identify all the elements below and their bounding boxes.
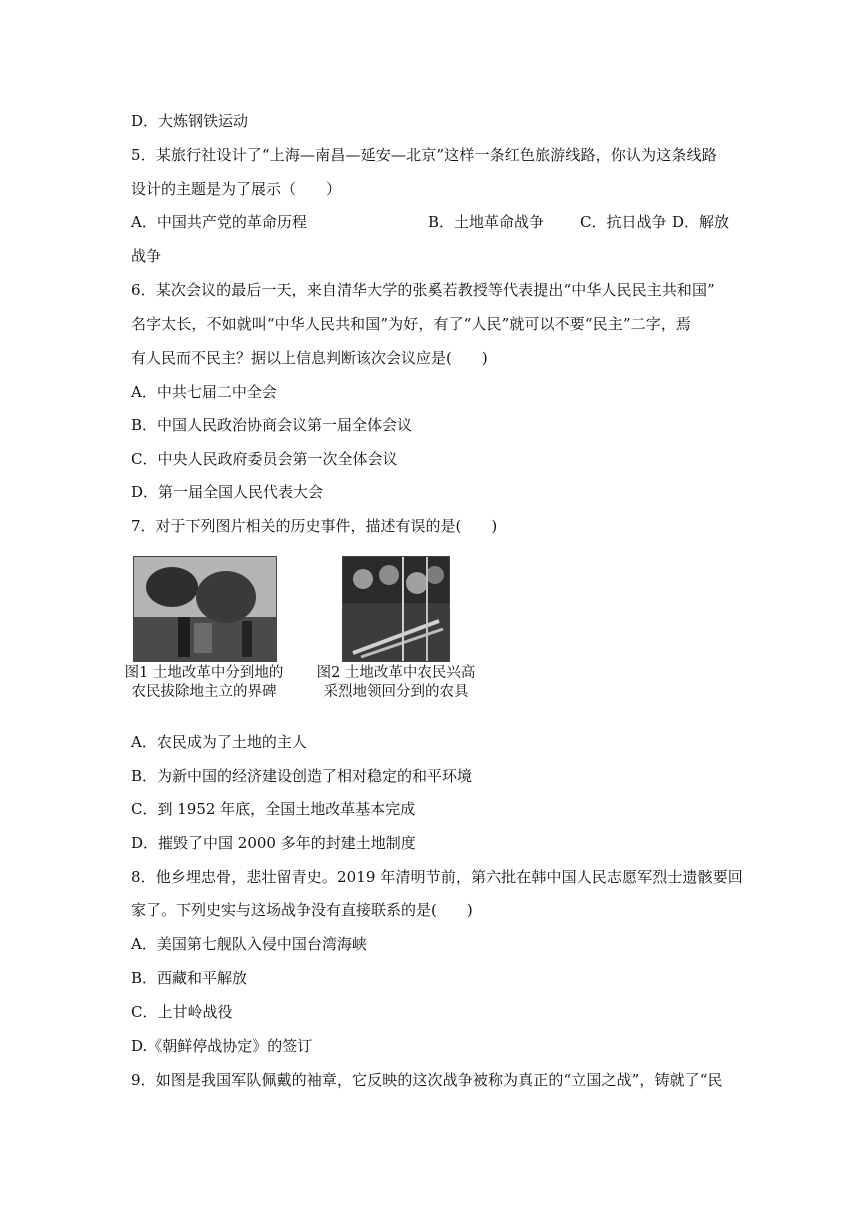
q5-option-c: C．抗日战争 xyxy=(580,213,667,231)
q7-option-b: B．为新中国的经济建设创造了相对稳定的和平环境 xyxy=(131,767,473,785)
figure1-photo xyxy=(133,556,277,662)
q5-stem-line1: 5．某旅行社设计了“上海—南昌—延安—北京”这样一条红色旅游线路，你认为这条线路 xyxy=(131,146,717,164)
q5-option-b: B．土地革命战争 xyxy=(428,213,545,231)
q6-option-b: B．中国人民政治协商会议第一届全体会议 xyxy=(131,416,413,434)
q5-option-d-cont: 战争 xyxy=(131,247,162,265)
q6-option-c: C．中央人民政府委员会第一次全体会议 xyxy=(131,450,398,468)
q8-option-a: A．美国第七舰队入侵中国台湾海峡 xyxy=(131,935,367,953)
figure1-caption: 图1 土地改革中分到地的农民拔除地主立的界碑 xyxy=(124,665,284,700)
q5-options-row xyxy=(131,212,731,232)
q8-option-d: D.《朝鲜停战协定》的签订 xyxy=(131,1037,313,1055)
q8-option-b: B．西藏和平解放 xyxy=(131,969,248,987)
q5-option-a: A．中国共产党的革命历程 xyxy=(131,213,307,231)
q6-option-d: D．第一届全国人民代表大会 xyxy=(131,483,324,501)
q6-stem-line3: 有人民而不民主？据以上信息判断该次会议应是( ) xyxy=(131,349,488,367)
q7-stem: 7．对于下列图片相关的历史事件，描述有误的是( ) xyxy=(131,517,498,535)
q5-stem-line2: 设计的主题是为了展示（ ） xyxy=(131,180,342,198)
figure1-image xyxy=(134,557,276,661)
figure2-image xyxy=(343,557,449,661)
q7-option-a: A．农民成为了土地的主人 xyxy=(131,733,307,751)
figure2-photo xyxy=(342,556,450,662)
figure2-caption: 图2 土地改革中农民兴高采烈地领回分到的农具 xyxy=(316,665,476,700)
q9-stem-line1: 9．如图是我国军队佩戴的袖章，它反映的这次战争被称为真正的“立国之战”，铸就了“民 xyxy=(131,1071,723,1089)
q8-stem-line2: 家了。下列史实与这场战争没有直接联系的是( ) xyxy=(131,901,473,919)
q6-stem-line2: 名字太长，不如就叫“中华人民共和国”为好，有了“人民”就可以不要“民主”二字，焉 xyxy=(131,315,692,333)
q5-option-d: D．解放 xyxy=(672,213,730,231)
q8-stem-line1: 8．他乡埋忠骨，悲壮留青史。2019 年清明节前，第六批在韩中国人民志愿军烈士遗骸要回 xyxy=(131,868,743,886)
q7-option-c: C．到 1952 年底，全国土地改革基本完成 xyxy=(131,800,416,818)
q4-option-d: D．大炼钢铁运动 xyxy=(131,112,249,130)
q6-option-a: A．中共七届二中全会 xyxy=(131,383,277,401)
q8-option-c: C．上甘岭战役 xyxy=(131,1003,233,1021)
q7-option-d: D．摧毁了中国 2000 多年的封建土地制度 xyxy=(131,834,416,852)
q6-stem-line1: 6．某次会议的最后一天，来自清华大学的张奚若教授等代表提出“中华人民民主共和国” xyxy=(131,281,715,299)
